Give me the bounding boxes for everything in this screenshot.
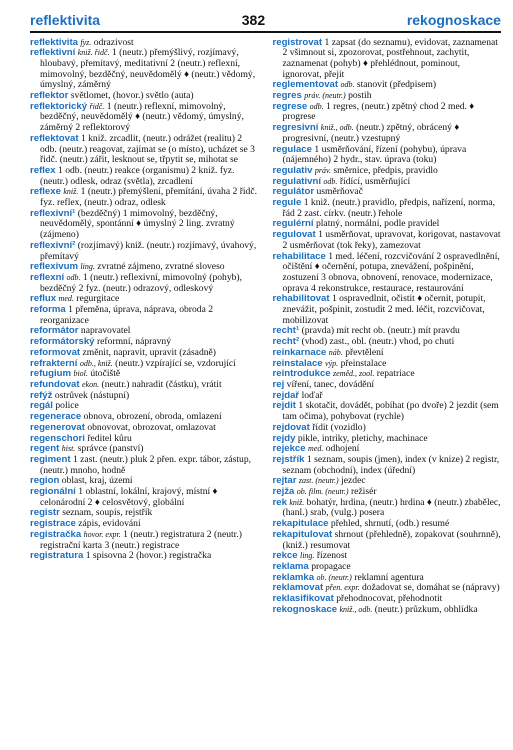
entry-label: odb. — [66, 272, 81, 282]
entry-headword: regulérní — [272, 218, 314, 230]
entry-definition: řídící, usměrňující — [339, 175, 411, 187]
entry-label: med. — [58, 294, 74, 304]
entry-headword: regionální — [30, 486, 76, 498]
entry-headword: regulátor — [272, 186, 315, 198]
entry-label: fyz. — [80, 37, 92, 47]
dictionary-entry — [273, 401, 502, 422]
entry-label: zeměd., zool. — [333, 369, 375, 379]
entry-definition: 1 regres, (neutr.) zpětný chod 2 med. ♦ progrese — [282, 100, 475, 123]
entry-headword: regenschori — [30, 432, 85, 444]
entry-definition: převtělení — [345, 346, 384, 358]
entry-definition: obnova, obrození, obroda, omlazení — [83, 411, 222, 423]
entry-definition: 1 (neutr.) přemýšlení, přemítání, úvaha 2 řidč. fyz. reflex, (neutr.) odraz, odlesk — [40, 186, 258, 209]
entry-definition: odhojení — [325, 443, 360, 455]
entry-label: práv. — [314, 165, 331, 175]
page-number: 382 — [241, 12, 266, 28]
entry-headword: reflexivní² — [30, 239, 76, 251]
dictionary-entry — [273, 605, 502, 616]
entry-definition: 1 usměrňování, řízení (pohybu), úprava (nájemného) 2 hydr., stav. úprava (toku) — [282, 143, 467, 166]
entry-definition: usměrňovač — [316, 186, 363, 198]
entry-label: práv. (neutr.) — [304, 91, 346, 101]
column-right — [273, 38, 502, 616]
entry-headword: rejdit — [272, 400, 296, 412]
entry-headword: reflexivní¹ — [30, 207, 76, 219]
header-last-guideword: rekognoskace — [406, 12, 501, 28]
entry-headword: regulativ — [272, 164, 313, 176]
entry-headword: rekce — [272, 550, 298, 562]
entry-definition: repatriace — [376, 368, 415, 380]
entry-definition: bohatýr, hrdina, (neutr.) hrdina ♦ (neutr.) zbabělec, (hanl.) srab, (vulg.) posera — [282, 496, 501, 519]
entry-headword: rekognoskace — [272, 603, 338, 615]
entry-headword: rejstřík — [272, 453, 305, 465]
entry-headword: rekapitulace — [272, 518, 329, 530]
entry-definition: 1 zast. (neutr.) pluk 2 přen. expr. tábor, zástup, (neutr.) mnoho, hodně — [40, 453, 252, 476]
entry-definition: loďař — [301, 389, 323, 401]
entry-definition: řízenost — [316, 550, 348, 562]
dictionary-entry — [273, 123, 502, 144]
entry-headword: reflex — [30, 164, 56, 176]
entry-headword: reglementovat — [272, 79, 339, 91]
entry-definition: (neutr.) průzkum, obhlídka — [374, 603, 478, 615]
entry-label: ling. — [299, 551, 315, 561]
entry-definition: ostrůvek (nástupní) — [54, 389, 130, 401]
entry-label: zast. (neutr.) — [298, 476, 339, 486]
entry-headword: reklamovat — [272, 582, 324, 594]
entry-headword: registrovat — [272, 36, 323, 48]
entry-headword: rekapitulovat — [272, 528, 333, 540]
entry-headword: reinstalace — [272, 357, 323, 369]
entry-label: med. — [307, 444, 324, 454]
dictionary-entry — [30, 487, 259, 508]
entry-headword: reflektivní — [30, 47, 76, 59]
entry-headword: regule — [272, 197, 302, 209]
entry-headword: regres — [272, 90, 302, 102]
dictionary-entry — [30, 241, 259, 262]
dictionary-entry — [273, 294, 502, 326]
entry-headword: regresivní — [272, 122, 319, 134]
entry-definition: přeinstalace — [340, 357, 387, 369]
entry-headword: reflektovat — [30, 132, 79, 144]
entry-headword: registračka — [30, 528, 82, 540]
entry-definition: 1 (neutr.) reflexní, mimovolný, bezděčný, neuvědomělý ♦ (neutr.) vědomý, úmyslný, záměrný 2 reflektorový — [40, 100, 244, 134]
entry-definition: režisér — [350, 486, 377, 498]
entry-label: kniž., odb. — [320, 123, 354, 133]
entry-definition: stanovit (předpisem) — [356, 79, 437, 91]
dictionary-columns — [30, 38, 501, 616]
entry-headword: refugium — [30, 368, 72, 380]
entry-label: kniž., odb. — [339, 604, 373, 614]
entry-definition: 1 přeměna, úprava, náprava, obroda 2 reorganizace — [40, 304, 214, 326]
entry-headword: rejdy — [272, 432, 296, 444]
entry-definition: 1 kniž. zrcadlit, (neutr.) odrážet (realitu) 2 odb. (neutr.) reagovat, zajímat se (o místo), ucházet se 3 řidč. (neutr.) zářit, lesknout se, třpytit se, mihotat se — [40, 132, 255, 166]
entry-headword: rejdovat — [272, 421, 310, 433]
dictionary-entry — [273, 455, 502, 476]
dictionary-entry — [273, 198, 502, 219]
entry-label: odb. — [340, 80, 355, 90]
dictionary-entry — [273, 102, 502, 123]
entry-label: odb. — [309, 101, 324, 111]
entry-headword: regent — [30, 443, 60, 455]
entry-label: ling. — [80, 262, 95, 272]
entry-definition: obnovovat, obrozovat, omlazovat — [87, 421, 216, 433]
dictionary-entry — [30, 455, 259, 476]
entry-headword: refrakterní — [30, 357, 78, 369]
entry-definition: 1 oblastní, lokální, krajový, místní ♦ celonárodní 2 ♦ celosvětový, globální — [40, 486, 218, 508]
entry-definition: (neutr.) vzpírající se, vzdorující — [115, 357, 236, 369]
entry-definition: správce (panství) — [77, 443, 144, 455]
entry-definition: police — [55, 400, 79, 412]
entry-definition: reformní, nápravný — [96, 336, 171, 348]
entry-headword: rehabilitace — [272, 250, 326, 262]
entry-headword: rejdař — [272, 389, 300, 401]
entry-label: ekon. — [81, 380, 100, 389]
entry-headword: reformátor — [30, 325, 79, 337]
dictionary-entry — [30, 209, 259, 241]
entry-headword: reflexe — [30, 186, 61, 198]
entry-headword: reforma — [30, 304, 66, 316]
entry-definition: odrazivost — [93, 36, 134, 48]
entry-headword: regulace — [272, 143, 312, 155]
entry-definition: 1 seznam, soupis (jmen), index (v knize) 2 registr, seznam (obchodní), index (úřední) — [282, 453, 500, 476]
entry-definition: pikle, intriky, pletichy, machinace — [297, 432, 428, 444]
entry-definition: napravovatel — [80, 325, 131, 337]
dictionary-entry — [30, 273, 259, 294]
entry-definition: shrnout (přehledně), zopakovat (souhrnně), (kniž.) resumovat — [282, 528, 501, 551]
entry-definition: (neutr.) zpětný, obrácený ♦ progresivní, (neutr.) vzestupný — [282, 122, 460, 144]
entry-definition: (pravda) mít recht ob. (neutr.) mít pravdu — [301, 325, 460, 337]
dictionary-entry — [30, 48, 259, 91]
dictionary-entry — [273, 80, 502, 91]
entry-headword: reflux — [30, 293, 57, 305]
dictionary-entry — [273, 252, 502, 295]
entry-headword: regenerace — [30, 411, 82, 423]
entry-label: výp. — [325, 358, 339, 368]
entry-definition: regurgitace — [76, 293, 120, 305]
entry-headword: reflektor — [30, 90, 69, 102]
entry-definition: směrnice, předpis, pravidlo — [333, 164, 438, 176]
entry-headword: region — [30, 475, 60, 487]
entry-label: přen. expr. — [325, 583, 360, 593]
entry-definition: (rozjímavý) kniž. (neutr.) rozjímavý, úvahový, přemítavý — [40, 239, 257, 262]
entry-definition: 1 ospravedlnit, očistit ♦ očernit, potupit, znevážit, pošpinit, zostudit 2 med. léčit, rozcvičovat, mobilizovat — [282, 293, 486, 326]
entry-label: hist. — [61, 444, 76, 454]
entry-definition: dožadovat se, domáhat se (nápravy) — [361, 582, 500, 594]
dictionary-entry — [273, 498, 502, 519]
entry-headword: reinkarnace — [272, 346, 327, 358]
entry-definition: postih — [348, 90, 372, 102]
entry-definition: 1 zapsat (do seznamu), evidovat, zaznamenat 2 všimnout si, zpozorovat, postřehnout, zachytit, zaznamenat (pohyb) ♦ přehlédnout, pominout, ignorovat, přejít — [282, 36, 498, 80]
entry-definition: řídit (vozidlo) — [312, 421, 366, 433]
entry-definition: 1 (neutr.) přemýšlivý, rozjímavý, hloubavý, přemítavý, meditativní 2 (neutr.) reflexní, mimovolný, bezděčný, neuvědomělý ♦ (neutr.) vědomý, úmyslný, záměrný — [40, 47, 256, 91]
dictionary-entry — [30, 166, 259, 187]
entry-label: kniž. řidč. — [77, 48, 110, 58]
dictionary-entry — [273, 145, 502, 166]
column-left — [30, 38, 259, 616]
entry-label: ob. (neutr.) — [316, 572, 352, 582]
entry-headword: reklamka — [272, 571, 315, 583]
entry-headword: reintrodukce — [272, 368, 331, 380]
entry-definition: 1 odb. (neutr.) reakce (organismu) 2 kniž. fyz. (neutr.) odlesk, odraz (světla), zrcadlení — [40, 164, 235, 187]
entry-label: hovor. expr. — [83, 529, 121, 539]
page-header — [30, 10, 501, 30]
entry-headword: rejtar — [272, 475, 297, 487]
entry-headword: reformátorský — [30, 336, 95, 348]
entry-definition: 1 usměrňovat, upravovat, korigovat, nastavovat 2 usměrňovat (tok řeky), zamezovat — [282, 229, 501, 251]
entry-headword: refýž — [30, 389, 53, 401]
entry-headword: regulativní — [272, 175, 322, 187]
entry-headword: regrese — [272, 100, 308, 112]
entry-definition: zápis, evidování — [78, 518, 141, 530]
entry-definition: reklamní agentura — [354, 571, 424, 583]
entry-headword: recht¹ — [272, 325, 300, 337]
entry-definition: víření, tanec, dovádění — [286, 379, 375, 390]
entry-headword: registratura — [30, 550, 84, 562]
entry-definition: oblast, kraj, území — [61, 475, 133, 487]
entry-definition: zvratné zájmeno, zvratné sloveso — [97, 261, 225, 273]
dictionary-entry — [30, 102, 259, 134]
entry-label: kniž. — [63, 187, 79, 197]
entry-label: ob. film. (neutr.) — [296, 487, 349, 497]
dictionary-entry — [273, 476, 502, 487]
entry-definition: ředitel kůru — [87, 432, 132, 444]
entry-label: kniž. — [289, 497, 305, 507]
entry-headword: rej — [272, 379, 285, 390]
entry-headword: rek — [272, 496, 287, 508]
entry-definition: přehodnocovat, přehodnotit — [336, 593, 443, 605]
entry-headword: reflexivum — [30, 261, 78, 273]
entry-definition: 1 skotačit, dovádět, pobíhat (po dvoře) 2 jezdit (sem tam očima), pohybovat (rychle) — [282, 400, 499, 423]
entry-definition: jezdec — [341, 475, 366, 487]
dictionary-entry — [30, 530, 259, 551]
entry-definition: 1 kniž. (neutr.) pravidlo, předpis, nařízení, norma, řád 2 zast. církv. (neutr.) řehole — [282, 197, 495, 219]
entry-definition: přehled, shrnutí, (odb.) resumé — [330, 518, 450, 530]
entry-headword: recht² — [272, 336, 300, 348]
entry-label: náb. — [328, 347, 343, 357]
entry-headword: reflektorický — [30, 100, 88, 112]
entry-label: odb., kniž. — [79, 358, 113, 368]
entry-definition: 1 spisovna 2 (hovor.) registračka — [85, 550, 212, 562]
entry-definition: útočiště — [90, 368, 121, 380]
entry-headword: registr — [30, 507, 60, 519]
entry-headword: reklama — [272, 560, 309, 572]
entry-definition: (bezděčný) 1 mimovolný, bezděčný, neuvědomělý, spontánní ♦ úmyslný 2 ling. zvratný (zájmeno) — [40, 207, 235, 241]
entry-definition: platný, normální, podle pravidel — [315, 218, 440, 230]
dictionary-entry — [273, 38, 502, 81]
entry-definition: 1 (neutr.) registratura 2 (neutr.) registrační karta 3 (neutr.) registrace — [40, 528, 242, 551]
entry-headword: reformovat — [30, 346, 81, 358]
entry-headword: rejža — [272, 486, 295, 498]
entry-definition: (vhod) zast., obl. (neutr.) vhod, po chuti — [301, 336, 455, 348]
dictionary-entry — [30, 434, 259, 445]
entry-definition: (neutr.) nahradit (částku), vrátit — [101, 379, 222, 390]
header-first-guideword: reflektivita — [30, 12, 101, 28]
entry-headword: regenerovat — [30, 421, 85, 433]
dictionary-entry — [30, 551, 259, 562]
entry-headword: reflektivita — [30, 36, 78, 48]
entry-headword: regulovat — [272, 229, 316, 241]
entry-headword: regál — [30, 400, 53, 412]
entry-headword: reflexní — [30, 271, 65, 283]
dictionary-entry — [273, 530, 502, 551]
entry-label: odb. — [323, 176, 338, 186]
entry-headword: regiment — [30, 453, 71, 465]
entry-headword: registrace — [30, 518, 76, 530]
header-rule — [30, 31, 501, 33]
entry-definition: 1 med. léčení, rozcvičování 2 ospravedlnění, očištění ♦ očernění, potupa, znevážení, pošpinění, zostuzení 3 obnova, obnovení, renovace, modernizace, oprava 4 rekonstrukce, restaurace, restaurování — [282, 250, 500, 294]
entry-label: řidč. — [89, 101, 105, 111]
entry-definition: světlomet, (hovor.) světlo (auta) — [70, 90, 194, 102]
entry-definition: 1 (neutr.) reflexivní, mimovolný (pohyb), bezděčný 2 fyz. (neutr.) odrazový, odleskový — [40, 271, 243, 294]
dictionary-entry — [30, 187, 259, 208]
entry-definition: propagace — [311, 560, 351, 572]
entry-headword: refundovat — [30, 379, 80, 390]
entry-definition: seznam, soupis, rejstřík — [62, 507, 153, 519]
entry-label: biol. — [73, 369, 88, 379]
dictionary-entry — [273, 230, 502, 251]
entry-headword: rehabilitovat — [272, 293, 330, 305]
dictionary-entry — [30, 134, 259, 166]
entry-headword: rejekce — [272, 443, 306, 455]
entry-definition: změnit, napravit, upravit (zásadně) — [82, 346, 216, 358]
dictionary-entry — [30, 305, 259, 326]
entry-headword: reklasifikovat — [272, 593, 334, 605]
